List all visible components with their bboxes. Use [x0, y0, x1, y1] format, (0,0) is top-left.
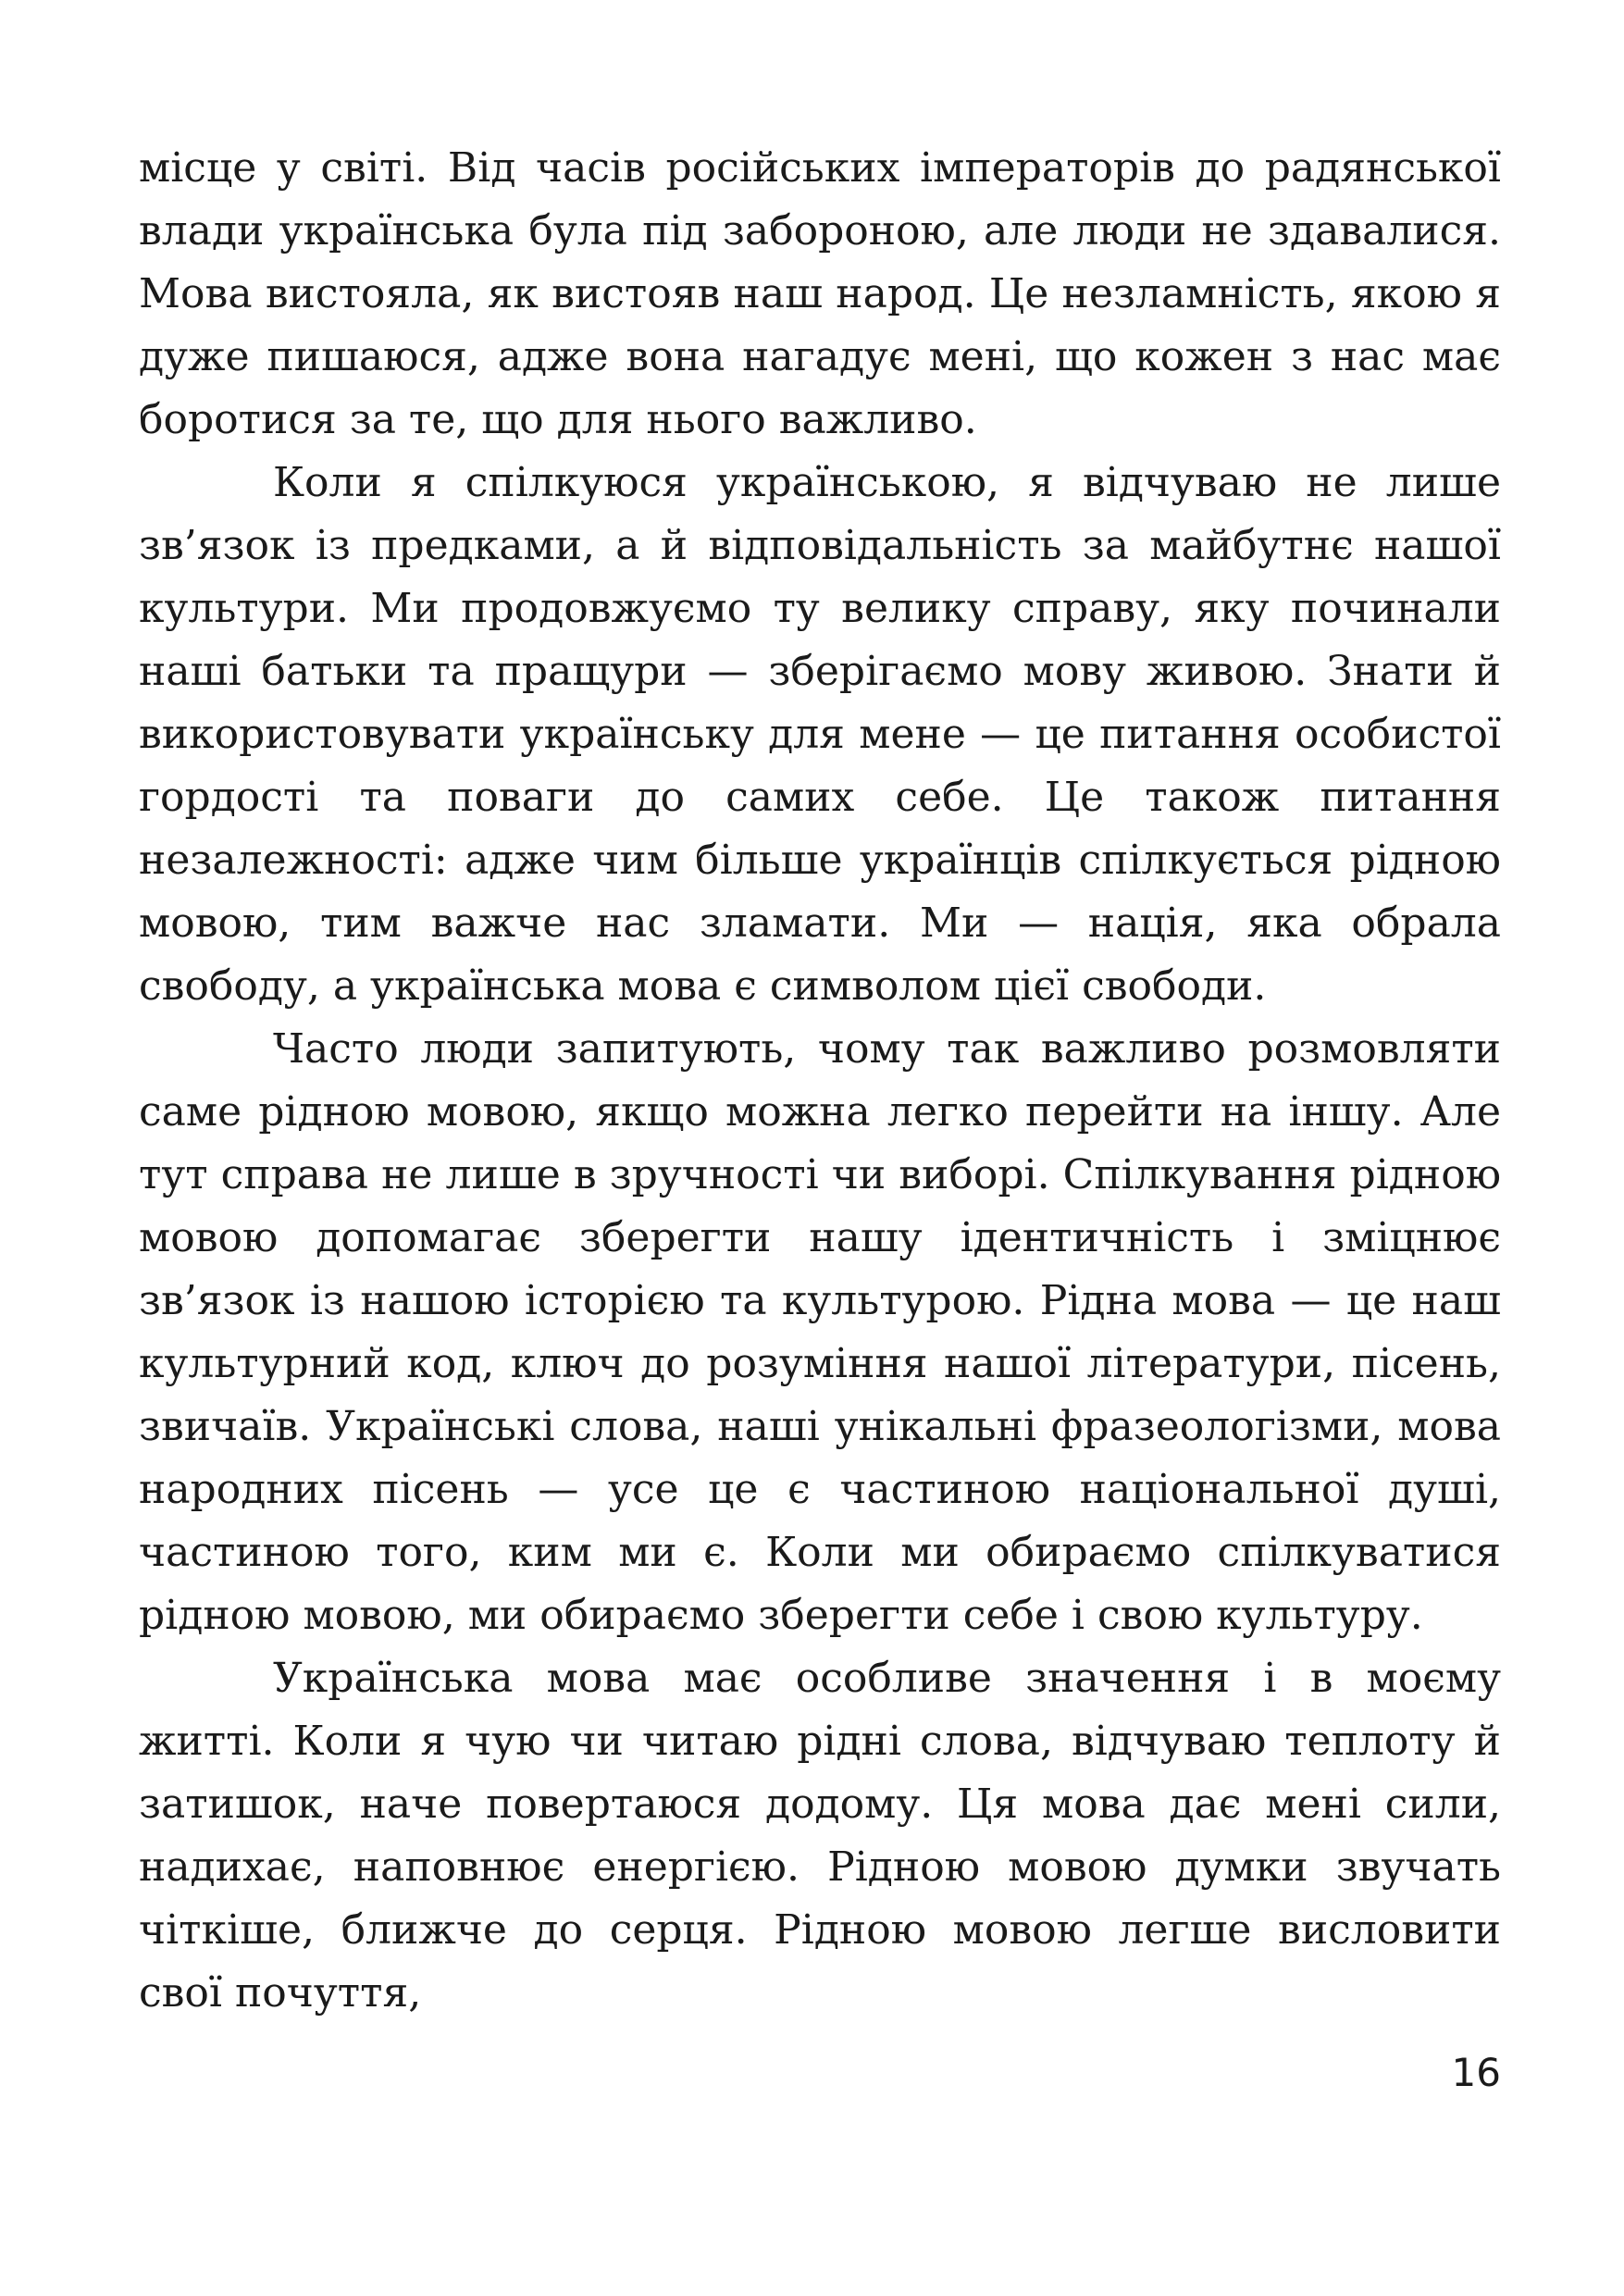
document-body: [139, 137, 1501, 2025]
page-number: 16: [1451, 2050, 1501, 2095]
paragraph-connection-with-ancestors: Коли я спілкуюся українською, я відчуваю не лише зв’язок із предками, а й відповідальність за майбутнє нашої культури. Ми продовжуємо ту велику справу, яку починали наші батьки та пращури — зберігаємо мову живою. Знати й використовувати українську для мене — це питання особистої гордості та поваги до самих себе. Це також питання незалежності: адже чим більше українців спілкується рідною мовою, тим важче нас зламати. Ми — нація, яка обрала свободу, а українська мова є символом цієї свободи.: [139, 459, 1501, 1010]
paragraph-personal-meaning: Українська мова має особливе значення і в моєму житті. Коли я чую чи читаю рідні слова, відчуваю теплоту й затишок, наче повертаюся додому. Ця мова дає мені сили, надихає, наповнює енергією. Рідною мовою думки звучать чіткіше, ближче до серця. Рідною мовою легше висловити свої почуття,: [139, 1655, 1501, 2017]
paragraph-why-native-language: Часто люди запитують, чому так важливо розмовляти саме рідною мовою, якщо можна легко перейти на іншу. Але тут справа не лише в зручності чи виборі. Спілкування рідною мовою допомагає зберегти нашу ідентичність і зміцнює зв’язок із нашою історією та культурою. Рідна мова — це наш культурний код, ключ до розуміння нашої літератури, пісень, звичаїв. Українські слова, наші унікальні фразеологізми, мова народних пісень — усе це є частиною національної душі, частиною того, ким ми є. Коли ми обираємо спілкуватися рідною мовою, ми обираємо зберегти себе і свою культуру.: [139, 1025, 1501, 1639]
paragraph-continuation: місце у світі. Від часів російських імператорів до радянської влади українська була під забороною, але люди не здавалися. Мова вистояла, як вистояв наш народ. Це незламність, якою я дуже пишаюся, адже вона нагадує мені, що кожен з нас має боротися за те, що для нього важливо.: [139, 144, 1501, 443]
